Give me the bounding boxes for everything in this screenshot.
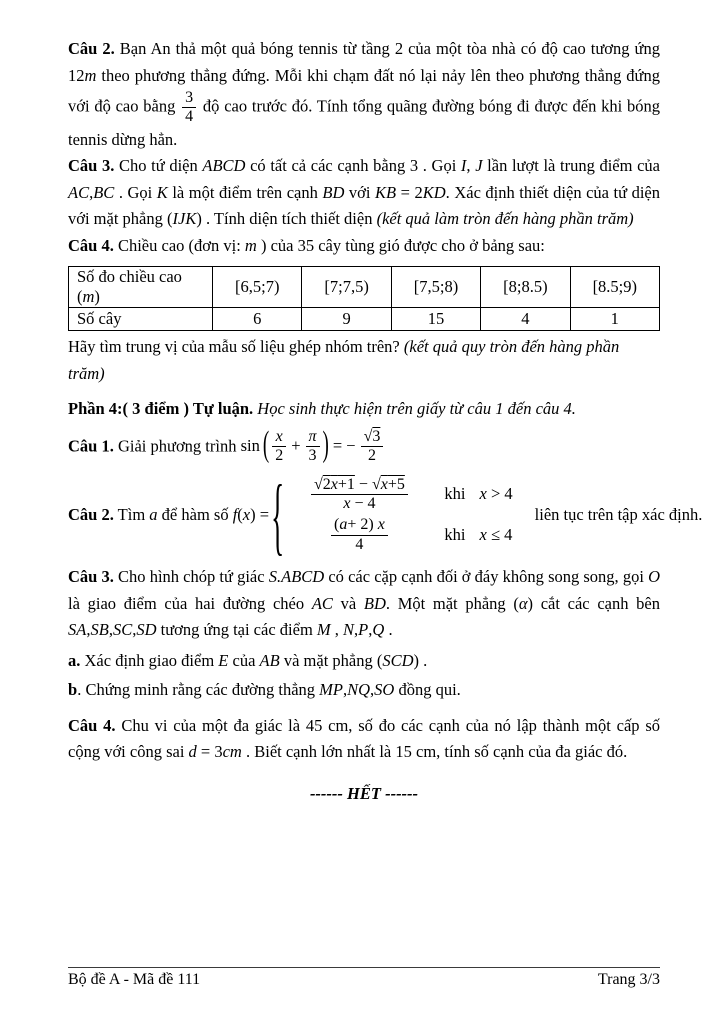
denominator: 3 xyxy=(308,447,317,465)
fraction-case-2 xyxy=(329,516,390,554)
case-1-expression xyxy=(288,476,430,514)
part3-question-4-prompt: Hãy tìm trung vị của mẫu số liệu ghép nhóm trên? (kết quả quy tròn đến hàng phần trăm) xyxy=(68,337,620,383)
case-1-condition: x > 4 xyxy=(479,483,513,503)
fraction-three-quarters xyxy=(180,89,198,127)
part3-question-4-intro: Câu 4. Chiều cao (đơn vị: m ) của 35 cây tùng gió được cho ở bảng sau: xyxy=(68,235,545,255)
denominator: x − 4 xyxy=(343,494,376,512)
sin-function: sin xyxy=(240,436,260,456)
count-cell: 1 xyxy=(570,308,659,331)
case-1-keyword: khi xyxy=(444,483,466,503)
numerator: $√2\overline{x}+1 - √x+5$ xyxy=(311,476,408,495)
left-paren: ( xyxy=(262,425,270,466)
part4-question-3-item-a: a. Xác định giao điểm E của AB và mặt phẳng (SCD) . xyxy=(68,650,428,670)
part3-question-2 xyxy=(68,36,660,153)
part4-question-2 xyxy=(68,466,703,564)
piecewise-cases xyxy=(288,476,512,555)
interval-cell: [7,5;8) xyxy=(391,267,480,308)
row-label-cell: Số cây xyxy=(69,308,213,331)
footer-page-number: Trang 3/3 xyxy=(597,971,660,988)
case-row-2 xyxy=(288,516,512,554)
fraction-x-over-2 xyxy=(270,428,288,466)
part4-question-1 xyxy=(68,425,660,466)
part4-question-3-item-b: b. Chứng minh rằng các đường thẳng MP,NQ,SO đồng qui. xyxy=(68,680,461,700)
question-2-tail: liên tục trên tập xác định. xyxy=(534,504,703,524)
right-paren: ) xyxy=(322,425,329,466)
fraction-case-1 xyxy=(309,476,410,514)
numerator: (a+ 2) x xyxy=(331,516,388,535)
count-cell: 6 xyxy=(213,308,302,331)
table-header-row xyxy=(69,267,660,308)
part4-question-3: Câu 3. Cho hình chóp tứ giác S.ABCD có các cặp cạnh đối ở đáy không song song, gọi O là giao điểm của hai đường chéo AC và BD. Một mặt phẳng (α) cắt các cạnh bên SA,SB,SC,SD tương ứng tại các điểm M , N,P,Q . xyxy=(68,567,661,640)
part4-heading: Phần 4:( 3 điểm ) Tự luận. Học sinh thực hiện trên giấy từ câu 1 đến câu 4. xyxy=(68,399,576,419)
numerator: π xyxy=(306,428,320,447)
exam-content xyxy=(68,36,703,807)
table-count-row xyxy=(69,308,660,331)
piecewise-brace: { xyxy=(271,466,285,564)
question-1-lead: Câu 1. Giải phương trình xyxy=(68,436,241,456)
interval-cell: [8;8.5) xyxy=(481,267,570,308)
height-frequency-table xyxy=(68,266,660,331)
question-2-text-before: Câu 2. Bạn An thả một quả bóng tennis từ tầng 2 của một tòa nhà có độ cao tương ứng 12m theo phương thẳng đứng. Mỗi khi chạm đất nó lại nảy lên theo phương thẳng đứng với độ cao bằng xyxy=(68,39,661,116)
interval-cell: [7;7,5) xyxy=(302,267,391,308)
fraction-sqrt3-over-2 xyxy=(359,428,386,466)
end-marker: ------ HẾT ------ xyxy=(309,783,419,803)
count-cell: 4 xyxy=(481,308,570,331)
part4-question-4: Câu 4. Chu vi của một đa giác là 45 cm, số đo các cạnh của nó lập thành một cấp số cộng với công sai d = 3cm . Biết cạnh lớn nhất là 15 cm, tính số cạnh của đa giác đó. xyxy=(68,715,661,762)
denominator: 4 xyxy=(185,108,194,126)
numerator: √3 xyxy=(361,428,384,447)
case-2-keyword: khi xyxy=(444,524,466,544)
count-cell: 9 xyxy=(302,308,391,331)
numerator: 3 xyxy=(182,89,196,108)
plus-sign: + xyxy=(291,436,301,456)
interval-cell: [6,5;7) xyxy=(213,267,302,308)
question-2-lead: Câu 2. Tìm a để hàm số f(x) = xyxy=(68,504,270,524)
fraction-pi-over-3 xyxy=(304,428,322,466)
count-cell: 15 xyxy=(391,308,480,331)
case-row-1 xyxy=(288,476,512,514)
header-cell-height: Số đo chiều cao (m) xyxy=(69,267,213,308)
equals-minus-sign: = − xyxy=(332,436,356,456)
interval-cell: [8.5;9) xyxy=(570,267,659,308)
numerator: x xyxy=(272,428,286,447)
part3-question-3: Câu 3. Cho tứ diện ABCD có tất cả các cạnh bằng 3 . Gọi I, J lần lượt là trung điểm của AC,BC . Gọi K là một điểm trên cạnh BD với KB = 2KD. Xác định thiết diện của tứ diện với mặt phẳng (IJK) . Tính diện tích thiết diện (kết quả làm tròn đến hàng phần trăm) xyxy=(68,156,661,229)
case-2-expression xyxy=(288,516,430,554)
case-2-condition: x ≤ 4 xyxy=(479,524,513,544)
question-2-text-after: độ cao trước đó. Tính tổng quãng đường bóng đi được đến khi bóng tennis dừng hẳn. xyxy=(68,96,660,149)
footer-exam-code: Bộ đề A - Mã đề 111 xyxy=(68,971,201,988)
denominator: 2 xyxy=(367,447,376,465)
page-footer xyxy=(68,967,660,989)
denominator: 2 xyxy=(275,447,284,465)
denominator: 4 xyxy=(355,535,364,553)
